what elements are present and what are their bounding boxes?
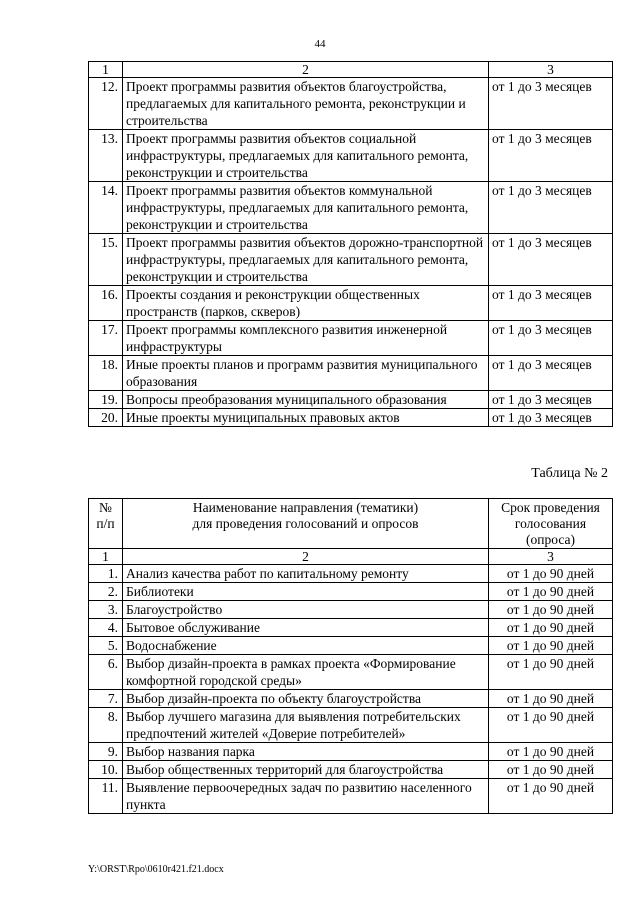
row-number: 18. — [89, 356, 123, 391]
table-row — [89, 637, 613, 655]
row-term: от 1 до 90 дней — [489, 779, 613, 814]
row-term: от 1 до 3 месяцев — [489, 182, 613, 234]
table2-column-numbering — [89, 549, 613, 565]
row-number: 12. — [89, 78, 123, 130]
row-term: от 1 до 3 месяцев — [489, 130, 613, 182]
table2-header-direction: Наименование направления (тематики) для проведения голосований и опросов — [123, 499, 489, 549]
table2-col-1: 1 — [89, 549, 123, 565]
table-row — [89, 321, 613, 356]
row-number: 8. — [89, 708, 123, 743]
row-text: Вопросы преобразования муниципального образования — [123, 391, 489, 409]
table-row — [89, 583, 613, 601]
row-number: 5. — [89, 637, 123, 655]
table-row — [89, 565, 613, 583]
table2-caption: Таблица № 2 — [531, 466, 608, 481]
row-number: 7. — [89, 690, 123, 708]
row-text: Выбор общественных территорий для благоустройства — [123, 761, 489, 779]
row-number: 2. — [89, 583, 123, 601]
row-number: 17. — [89, 321, 123, 356]
row-term: от 1 до 90 дней — [489, 565, 613, 583]
table-row — [89, 182, 613, 234]
footer-file-path: Y:\ORST\Rpo\0610r421.f21.docx — [88, 864, 224, 875]
row-text: Библиотеки — [123, 583, 489, 601]
table-row — [89, 286, 613, 321]
row-term: от 1 до 90 дней — [489, 655, 613, 690]
table2-body — [89, 499, 613, 814]
table1-column-numbering — [89, 62, 613, 78]
row-text: Проект программы развития объектов благоустройства, предлагаемых для капитального ремонта, реконструкции и строительства — [123, 78, 489, 130]
row-term: от 1 до 90 дней — [489, 583, 613, 601]
row-term: от 1 до 3 месяцев — [489, 234, 613, 286]
voting-directions-table — [88, 498, 613, 814]
table-row — [89, 234, 613, 286]
table-row — [89, 356, 613, 391]
row-text: Выбор лучшего магазина для выявления потребительских предпочтений жителей «Доверие потребителей» — [123, 708, 489, 743]
table2-col-2: 2 — [123, 549, 489, 565]
table-row — [89, 601, 613, 619]
voting-topics-table-continued — [88, 61, 613, 427]
row-text: Благоустройство — [123, 601, 489, 619]
row-text: Выявление первоочередных задач по развитию населенного пункта — [123, 779, 489, 814]
table-row — [89, 130, 613, 182]
row-text: Иные проекты муниципальных правовых актов — [123, 409, 489, 427]
row-number: 6. — [89, 655, 123, 690]
table-row — [89, 779, 613, 814]
row-text: Выбор дизайн-проекта в рамках проекта «Формирование комфортной городской среды» — [123, 655, 489, 690]
row-term: от 1 до 3 месяцев — [489, 409, 613, 427]
row-text: Проект программы развития объектов социальной инфраструктуры, предлагаемых для капитального ремонта, реконструкции и строительства — [123, 130, 489, 182]
row-number: 16. — [89, 286, 123, 321]
row-number: 3. — [89, 601, 123, 619]
table1-body — [89, 62, 613, 427]
table-row — [89, 409, 613, 427]
row-term: от 1 до 90 дней — [489, 690, 613, 708]
table-row — [89, 78, 613, 130]
row-term: от 1 до 3 месяцев — [489, 321, 613, 356]
row-term: от 1 до 90 дней — [489, 601, 613, 619]
page-number: 44 — [314, 38, 326, 50]
row-number: 11. — [89, 779, 123, 814]
table-row — [89, 655, 613, 690]
row-text: Анализ качества работ по капитальному ремонту — [123, 565, 489, 583]
row-text: Выбор названия парка — [123, 743, 489, 761]
row-term: от 1 до 90 дней — [489, 619, 613, 637]
table-row — [89, 743, 613, 761]
table1-col-1: 1 — [89, 62, 123, 78]
row-term: от 1 до 90 дней — [489, 637, 613, 655]
table2-header-number: № п/п — [89, 499, 123, 549]
row-text: Проекты создания и реконструкции общественных пространств (парков, скверов) — [123, 286, 489, 321]
row-term: от 1 до 90 дней — [489, 743, 613, 761]
row-number: 15. — [89, 234, 123, 286]
row-number: 19. — [89, 391, 123, 409]
table2-col-3: 3 — [489, 549, 613, 565]
row-text: Бытовое обслуживание — [123, 619, 489, 637]
row-term: от 1 до 3 месяцев — [489, 78, 613, 130]
row-text: Водоснабжение — [123, 637, 489, 655]
row-text: Выбор дизайн-проекта по объекту благоустройства — [123, 690, 489, 708]
row-number: 1. — [89, 565, 123, 583]
row-number: 10. — [89, 761, 123, 779]
row-term: от 1 до 90 дней — [489, 708, 613, 743]
row-number: 14. — [89, 182, 123, 234]
row-term: от 1 до 3 месяцев — [489, 391, 613, 409]
row-number: 4. — [89, 619, 123, 637]
table-row — [89, 619, 613, 637]
table1-col-3: 3 — [489, 62, 613, 78]
row-text: Проект программы развития объектов дорожно-транспортной инфраструктуры, предлагаемых для капитального ремонта, реконструкции и строительства — [123, 234, 489, 286]
row-number: 9. — [89, 743, 123, 761]
table1-col-2: 2 — [123, 62, 489, 78]
row-number: 13. — [89, 130, 123, 182]
row-text: Проект программы развития объектов коммунальной инфраструктуры, предлагаемых для капитального ремонта, реконструкции и строительства — [123, 182, 489, 234]
row-text: Проект программы комплексного развития инженерной инфраструктуры — [123, 321, 489, 356]
row-term: от 1 до 3 месяцев — [489, 286, 613, 321]
table2-header-row — [89, 499, 613, 549]
row-text: Иные проекты планов и программ развития муниципального образования — [123, 356, 489, 391]
table-row — [89, 391, 613, 409]
row-number: 20. — [89, 409, 123, 427]
row-term: от 1 до 3 месяцев — [489, 356, 613, 391]
table2-header-term: Срок проведения голосования (опроса) — [489, 499, 613, 549]
table-row — [89, 761, 613, 779]
table-row — [89, 690, 613, 708]
table-row — [89, 708, 613, 743]
row-term: от 1 до 90 дней — [489, 761, 613, 779]
